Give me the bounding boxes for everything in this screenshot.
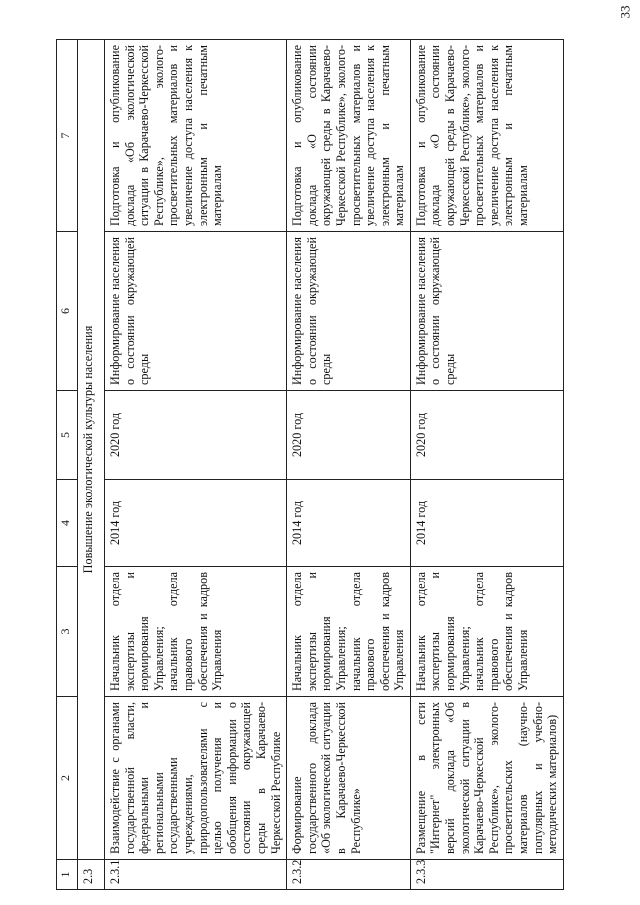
goal-cell: Информирование населения о состоянии окружающей среды — [287, 232, 411, 391]
section-row — [78, 40, 105, 890]
column-number: 1 — [57, 860, 78, 890]
end-year-cell: 2020 год — [410, 391, 563, 480]
responsible-cell: Начальник отдела экспертизы и нормирования Управления; начальник отдела правового обеспечения и кадров Управления — [105, 567, 287, 697]
goal-cell: Информирование населения о состоянии окружающей среды — [410, 232, 563, 391]
end-year-cell: 2020 год — [105, 391, 287, 480]
row-number: 2.3.3 — [410, 860, 563, 890]
row-number: 2.3.1 — [105, 860, 287, 890]
column-number: 4 — [57, 480, 78, 567]
table-row — [410, 40, 563, 890]
table-row — [105, 40, 287, 890]
activity-cell: Формирование государственного доклада «Об экологической ситуации в Карачаево-Черкесской Республике» — [287, 697, 411, 860]
end-year-cell: 2020 год — [287, 391, 411, 480]
result-cell: Подготовка и опубликование доклада «О состоянии окружающей среды в Карачаево-Черкесской Республике», эколого-просветительных материалов и увеличение доступа населения к электронным и печатным материалам — [410, 40, 563, 232]
column-number: 5 — [57, 391, 78, 480]
activity-cell: Взаимодействие с органами государственной власти, федеральными и региональными государственными учреждениями, природопользователями с целью получения и обобщения информации о состоянии окружающей среды в Карачаево-Черкесской Республике — [105, 697, 287, 860]
column-number: 7 — [57, 40, 78, 232]
goal-cell: Информирование населения о состоянии окружающей среды — [105, 232, 287, 391]
table-row — [287, 40, 411, 890]
start-year-cell: 2014 год — [287, 480, 411, 567]
start-year-cell: 2014 год — [410, 480, 563, 567]
column-number: 3 — [57, 567, 78, 697]
page-number: 33 — [617, 5, 633, 19]
activity-cell: Размещение в сети "Интернет" электронных версий доклада «Об экологической ситуации в Карачаево-Черкесской Республике», эколого-просветительских материалов (научно-популярных и учебно-методических материалов) — [410, 697, 563, 860]
result-cell: Подготовка и опубликование доклада «Об экологической ситуации в Карачаево-Черкесской Республике», эколого-просветительных материалов и увеличение доступа населения к электронным и печатным материалам — [105, 40, 287, 232]
section-number: 2.3 — [78, 860, 105, 890]
program-table-rotated — [56, 40, 604, 890]
column-number-row — [57, 40, 78, 890]
program-table — [56, 39, 564, 890]
result-cell: Подготовка и опубликование доклада «О состоянии окружающей среды в Карачаево-Черкесской Республике», эколого-просветительных материалов и увеличение доступа населения к электронным и печатным материалам — [287, 40, 411, 232]
row-number: 2.3.2 — [287, 860, 411, 890]
column-number: 2 — [57, 697, 78, 860]
column-number: 6 — [57, 232, 78, 391]
section-title: Повышение экологической культуры населения — [78, 40, 105, 860]
responsible-cell: Начальник отдела экспертизы и нормирования Управления; начальник отдела правового обеспечения и кадров Управления — [287, 567, 411, 697]
start-year-cell: 2014 год — [105, 480, 287, 567]
responsible-cell: Начальник отдела экспертизы и нормирования Управления; начальник отдела правового обеспечения и кадров Управления — [410, 567, 563, 697]
